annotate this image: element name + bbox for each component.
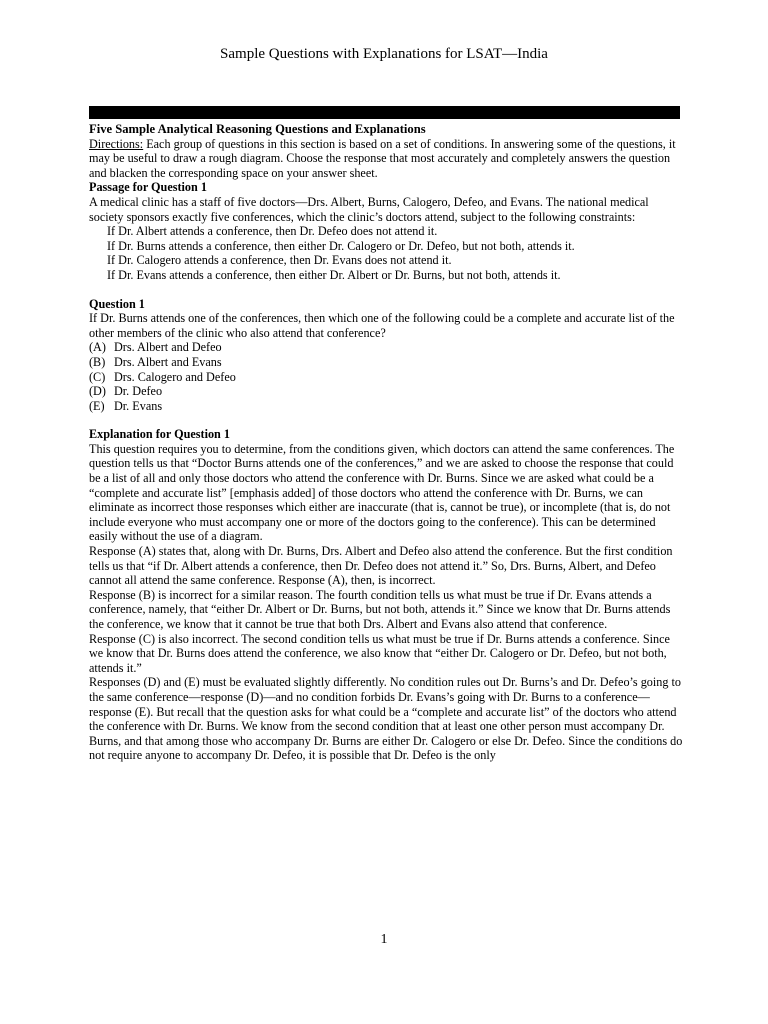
option-label: (A) [89,340,106,355]
explanation-paragraph-2: Response (A) states that, along with Dr. Burns, Drs. Albert and Defeo also attend the conference. But the first condition tells us that “if Dr. Albert attends a conference, then Dr. Defeo does not attend it.” So, Drs. Burns, Albert, and Defeo cannot all attend the same conference. Response (A), then, is incorrect. [89,544,673,588]
option-label: (E) [89,398,105,413]
document-body [89,122,684,763]
condition-2: If Dr. Burns attends a conference, then either Dr. Calogero or Dr. Defeo, but not both, attends it. [107,238,575,253]
option-text: Dr. Defeo [114,384,163,399]
condition-4: If Dr. Evans attends a conference, then either Dr. Albert or Dr. Burns, but not both, attends it. [107,267,561,282]
question-heading: Question 1 [89,296,145,311]
explanation-heading: Explanation for Question 1 [89,427,230,442]
question-text: If Dr. Burns attends one of the conferences, then which one of the following could be a complete and accurate list of the other members of the clinic who also attend that conference? [89,311,675,340]
passage [89,195,684,283]
option-e [89,399,684,414]
explanation-paragraph-3: Response (B) is incorrect for a similar reason. The fourth condition tells us what must be true if Dr. Evans attends a conference, namely, that “either Dr. Albert or Dr. Burns, but not both, attends it.” Since we know that Dr. Burns attends the conference, we know that it cannot be true that both Drs. Albert and Evans also attend that conference. [89,587,671,631]
option-a [89,340,684,355]
passage-heading: Passage for Question 1 [89,180,207,195]
page-number: 1 [380,932,388,947]
option-text: Drs. Albert and Evans [114,354,222,369]
option-d [89,384,684,399]
option-text: Drs. Albert and Defeo [114,340,222,355]
condition-3: If Dr. Calogero attends a conference, then Dr. Evans does not attend it. [107,253,452,268]
option-b [89,355,684,370]
explanation-paragraph-4: Response (C) is also incorrect. The second condition tells us what must be true if Dr. Burns attends a conference. Since we know that Dr. Burns does attend the conference, we also know that “either Dr. Calogero or Dr. Defeo, but not both, attends it.” [89,631,670,675]
explanation-paragraph-1: This question requires you to determine, from the conditions given, which doctors can attend the same conferences. The question tells us that “Doctor Burns attends one of the conferences,” and we are asked to choose the response that could be a list of all and only those doctors who attend the conference with Dr. Burns. Since we are asked what could be a “complete and accurate list” [emphasis added] of those doctors who attend the conference with Dr. Burns, we can eliminate as incorrect those responses which either are inaccurate (that is, cannot be true), or incomplete (that is, do not include everyone who must accompany one or more of the doctors going to the conference). This can be determined easily without the use of a diagram. [89,441,675,544]
option-c [89,370,684,385]
directions-text: Each group of questions in this section is based on a set of conditions. In answering some of the questions, it may be useful to draw a rough diagram. Choose the response that most accurately and completely answers the question and blacken the corresponding space on your answer sheet. [89,136,676,180]
option-text: Drs. Calogero and Defeo [114,369,236,384]
option-label: (C) [89,369,106,384]
option-label: (D) [89,384,106,399]
directions-label: Directions: [89,136,144,151]
answer-options [89,340,684,413]
option-label: (B) [89,354,106,369]
section-title: Five Sample Analytical Reasoning Questions and Explanations [89,122,426,136]
passage-intro: A medical clinic has a staff of five doctors—Drs. Albert, Burns, Calogero, Defeo, and Evans. The national medical society sponsors exactly five conferences, which the clinic’s doctors attend, subject to the following constraints: [89,194,649,224]
condition-1: If Dr. Albert attends a conference, then Dr. Defeo does not attend it. [107,224,438,239]
option-text: Dr. Evans [114,398,163,413]
directions-paragraph [89,137,684,181]
explanation-paragraph-5: Responses (D) and (E) must be evaluated slightly differently. No condition rules out Dr. Burns’s and Dr. Defeo’s going to the same conference—response (D)—and no condition forbids Dr. Evans’s going with Dr. Burns to a conference—response (E). But recall that the question asks for what could be a “complete and accurate list” of the doctors who attend the conference with Dr. Burns. We know from the second condition that at least one other person must accompany Dr. Burns, and that among those who accompany Dr. Burns are either Dr. Calogero or else Dr. Defeo. Since the conditions do not require anyone to accompany Dr. Defeo, it is possible that Dr. Defeo is the only [89,675,683,763]
header-divider-bar [89,106,680,119]
page-header: Sample Questions with Explanations for LSAT—India [220,46,548,62]
